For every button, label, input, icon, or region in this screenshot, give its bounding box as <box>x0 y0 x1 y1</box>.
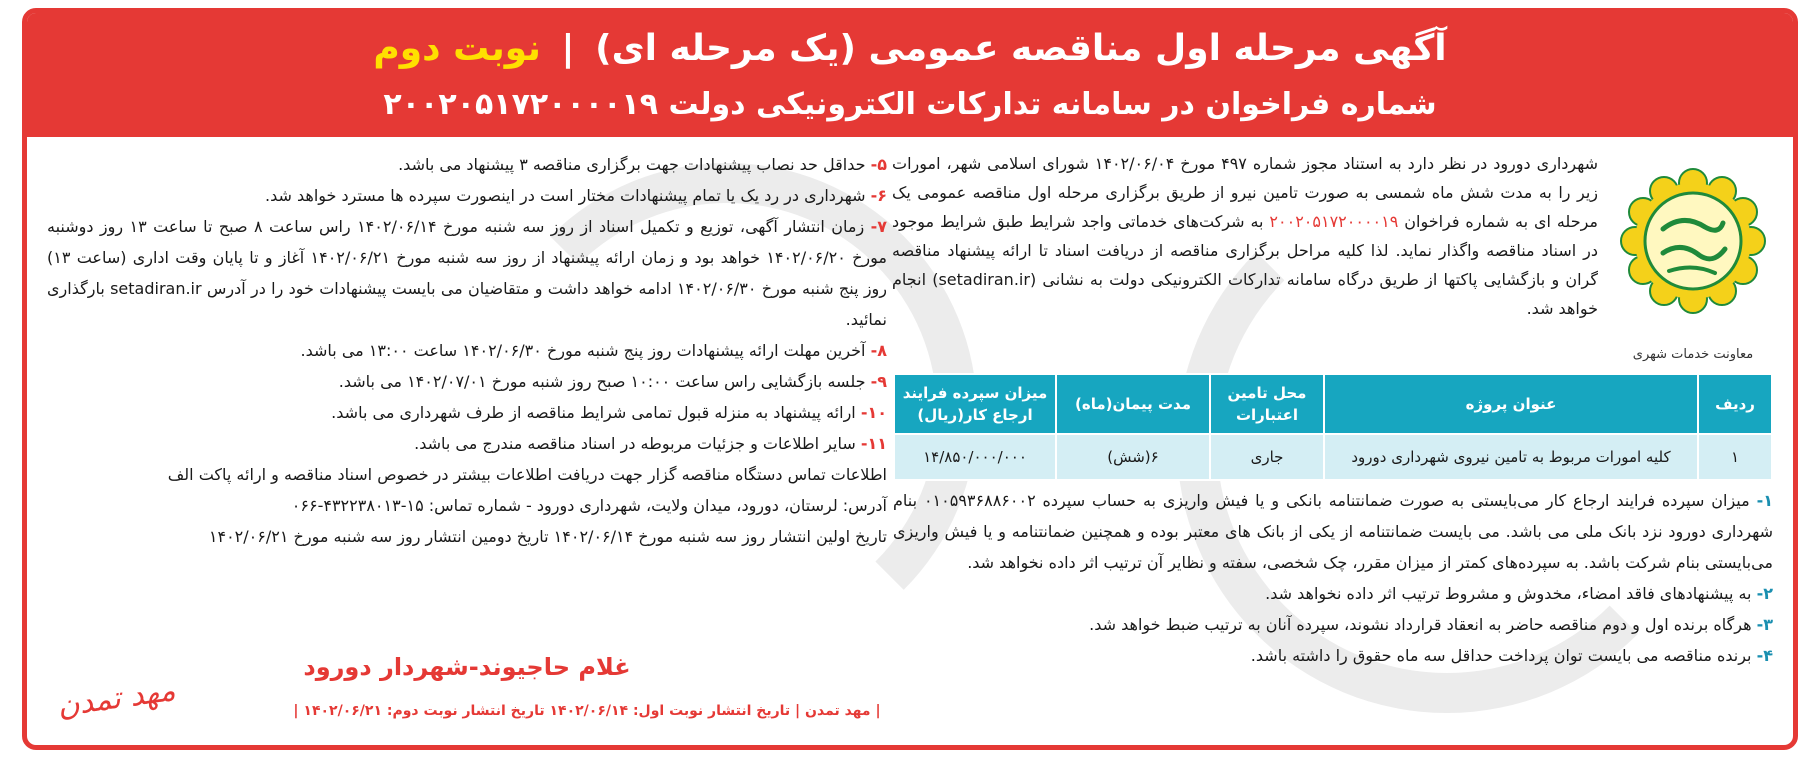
term-item <box>47 428 887 459</box>
condition-text: هرگاه برنده اول و دوم مناقصه حاضر به انعقاد قرارداد نشوند، سپرده آنان به ترتیب ضبط خواهد شد. <box>1089 615 1757 634</box>
contact-address: آدرس: لرستان، دورود، میدان ولایت، شهرداری دورود - شماره تماس: ۱۵-۴۳۲۲۳۸۰۱۳-۰۶۶ <box>291 496 887 515</box>
condition-text: به پیشنهادهای فاقد امضاء، مخدوش و مشروط ترتیب اثر داده نخواهد شد. <box>1265 584 1757 603</box>
brand-logo: مهد تمدن <box>55 672 178 725</box>
term-number: ۱۰- <box>860 403 887 422</box>
term-number: ۷- <box>870 217 888 236</box>
conditions-list <box>893 485 1773 671</box>
left-column <box>47 149 887 552</box>
cell-deposit: ۱۴/۸۵۰/۰۰۰/۰۰۰ <box>894 434 1056 480</box>
col-header-row-no: ردیف <box>1698 374 1772 434</box>
term-item <box>47 211 887 335</box>
term-item <box>47 397 887 428</box>
title-separator: | <box>561 28 575 69</box>
term-item <box>47 366 887 397</box>
contact-info: اطلاعات تماس دستگاه مناقصه گزار جهت دریافت اطلاعات بیشتر در خصوص اسناد مناقصه و ارائه پاکت الف <box>167 465 887 484</box>
notice-title <box>27 27 1793 71</box>
header-banner <box>27 13 1793 137</box>
cell-duration: ۶(شش) <box>1056 434 1210 480</box>
tender-number: ۲۰۰۲۰۵۱۷۲۰۰۰۰۱۹ <box>1269 212 1399 231</box>
term-text: ارائه پیشنهاد به منزله قبول تمامی شرایط مناقصه از طرف شهرداری می باشد. <box>331 403 861 422</box>
term-text: آخرین مهلت ارائه پیشنهادات روز پنج شنبه مورخ ۱۴۰۲/۰۶/۳۰ ساعت ۱۳:۰۰ می باشد. <box>300 341 871 360</box>
municipality-logo <box>1613 149 1773 364</box>
term-text: زمان انتشار آگهی، توزیع و تکمیل اسناد از روز سه شنبه مورخ ۱۴۰۲/۰۶/۱۴ راس ساعت ۸ صبح تا ساعت ۱۳ روز دوشنبه مورخ ۱۴۰۲/۰۶/۲۰ خواهد بود و زمان ارائه پیشنهاد از روز سه شنبه مورخ ۱۴۰۲/۰۶/۲۱ آغاز و تا پایان وقت اداری (ساعت ۱۳) روز پنج شنبه مورخ ۱۴۰۲/۰۶/۳۰ ادامه خواهد داشت و متقاضیان می بایست پیشنهادات خود را در آدرس setadiran.ir بارگذاری نمائید. <box>47 217 887 329</box>
condition-item <box>893 485 1773 578</box>
condition-item <box>893 609 1773 640</box>
intro-text-2: به شرکت‌های خدماتی واجد شرایط طبق شرایط موجود در اسناد مناقصه واگذار نماید. لذا کلیه مراحل برگزاری مناقصه از دریافت اسناد تا ارائه پیشنهاد مناقصه گران و بازگشایی پاکتها از طریق درگاه سامانه تدارکات الکترونیکی دولت به نشانی (setadiran.ir) انجام خواهد شد. <box>892 212 1598 318</box>
condition-item <box>893 578 1773 609</box>
logo-caption: معاونت خدمات شهری <box>1632 347 1754 362</box>
term-text: حداقل حد نصاب پیشنهادات جهت برگزاری مناقصه ۳ پیشنهاد می باشد. <box>398 155 871 174</box>
term-item <box>47 335 887 366</box>
cell-title: کلیه امورات مربوط به تامین نیروی شهرداری دورود <box>1324 434 1698 480</box>
condition-number: ۲- <box>1756 584 1773 603</box>
intro-section <box>893 149 1773 369</box>
intro-text: شهرداری دورود در نظر دارد به استناد مجوز شماره ۴۹۷ مورخ ۱۴۰۲/۰۶/۰۴ شورای اسلامی شهر، امورات زیر را به مدت شش ماه شمسی به صورت تامین نیرو از طریق برگزاری مرحله اول مناقصه عمومی یک مرحله ای به شماره فراخوان <box>892 154 1599 231</box>
term-item <box>47 149 887 180</box>
project-table <box>893 373 1773 481</box>
right-column <box>892 149 1773 665</box>
publication-dates: تاریخ اولین انتشار روز سه شنبه مورخ ۱۴۰۲/۰۶/۱۴ تاریخ دومین انتشار روز سه شنبه مورخ ۱۴۰۲/۰۶/۲۱ <box>208 527 887 546</box>
term-number: ۵- <box>870 155 887 174</box>
condition-text: برنده مناقصه می بایست توان پرداخت حداقل سه ماه حقوق را داشته باشد. <box>1250 646 1757 665</box>
condition-item <box>893 640 1773 671</box>
term-number: ۹- <box>870 372 887 391</box>
col-header-title: عنوان پروژه <box>1324 374 1698 434</box>
condition-number: ۴- <box>1756 646 1773 665</box>
turn-label: نوبت دوم <box>373 28 541 69</box>
signer-name: غلام حاجیوند-شهردار دورود <box>303 653 631 681</box>
logo-emblem-icon <box>1613 149 1773 339</box>
terms-list <box>47 149 887 552</box>
table-header-row <box>894 374 1772 434</box>
col-header-deposit: میزان سپرده فرایند ارجاع کار(ریال) <box>894 374 1056 434</box>
notice-frame <box>22 8 1798 750</box>
cell-funding: جاری <box>1210 434 1324 480</box>
term-text: شهرداری در رد یک یا تمام پیشنهادات مختار است در اینصورت سپرده ها مسترد خواهد شد. <box>265 186 871 205</box>
condition-number: ۱- <box>1756 491 1773 510</box>
term-number: ۸- <box>870 341 887 360</box>
term-number: ۶- <box>870 186 887 205</box>
publication-footer: | مهد تمدن | تاریخ انتشار نوبت اول: ۱۴۰۲/۰۶/۱۴ تاریخ انتشار نوبت دوم: ۱۴۰۲/۰۶/۲۱ | <box>293 703 881 719</box>
term-text: سایر اطلاعات و جزئیات مربوطه در اسناد مناقصه مندرج می باشد. <box>414 434 861 453</box>
table-row <box>894 434 1772 480</box>
condition-number: ۳- <box>1756 615 1773 634</box>
intro-paragraph <box>892 149 1598 323</box>
term-text: جلسه بازگشایی راس ساعت ۱۰:۰۰ صبح روز شنبه مورخ ۱۴۰۲/۰۷/۰۱ می باشد. <box>338 372 871 391</box>
tender-number-heading: شماره فراخوان در سامانه تدارکات الکترونیکی دولت ۲۰۰۲۰۵۱۷۲۰۰۰۰۱۹ <box>383 87 1437 122</box>
col-header-duration: مدت پیمان(ماه) <box>1056 374 1210 434</box>
condition-text: میزان سپرده فرایند ارجاع کار می‌بایستی به صورت ضمانتنامه بانکی و یا فیش واریزی به حساب سپرده ۰۱۰۵۹۳۶۸۸۶۰۰۲ بنام شهرداری دورود نزد بانک ملی می باشد. می بایست ضمانتنامه از یکی از بانک های معتبر بوده و همچنین ضمانتنامه و یا فیش واریزی می‌بایستی بنام شرکت باشد. به سپرده‌های کمتر از میزان مقرر، چک شخصی، سفته و نظایر آن ترتیب اثر داده نخواهد شد. <box>893 491 1773 572</box>
term-item <box>47 180 887 211</box>
cell-row-no: ۱ <box>1698 434 1772 480</box>
col-header-funding: محل تامین اعتبارات <box>1210 374 1324 434</box>
title-text: آگهی مرحله اول مناقصه عمومی (یک مرحله ای) <box>595 28 1447 69</box>
term-number: ۱۱- <box>860 434 887 453</box>
